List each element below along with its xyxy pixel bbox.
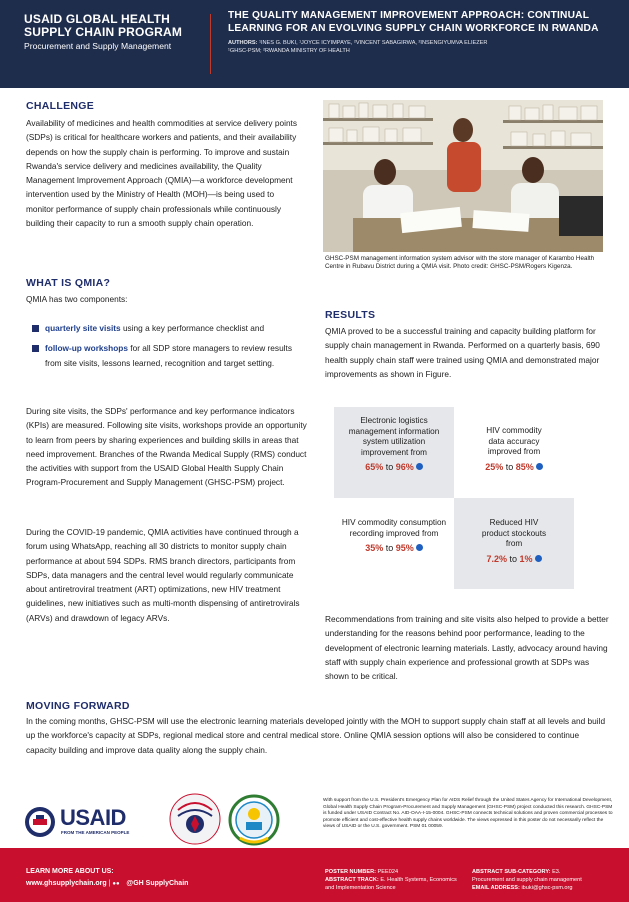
stat-from: 25%	[485, 461, 504, 472]
results-body: QMIA proved to be a successful training and capacity building platform for supply chain management in Rwanda. Performed on a quarterly basis, 690 health supply chain staff were trained using QMIA and demonstrated major improvements as shown in Figure.	[325, 326, 600, 379]
stat-from: 65%	[365, 462, 384, 472]
results-heading: RESULTS	[325, 309, 376, 321]
qmia-paragraph-2: During the COVID-19 pandemic, QMIA activities have continued through a forum using WhatsApp, reaching all 30 districts to monitor supply chain performance at about 594 SDPs. RMS branch directors, participants from SDPs, data managers and the central level would regularly communicate about antiretroviral treatment (ART) optimizations, new HIV treatment guidelines, new initiatives such as multi-month dispensing of antiretrovirals (ARVs) and drawdown of legacy ARVs.	[26, 527, 300, 623]
check-circle-icon	[416, 544, 423, 551]
qmia-components-list	[32, 321, 307, 376]
org-subtitle: Procurement and Supply Management	[24, 41, 172, 51]
moving-forward-body: In the coming months, GHSC-PSM will use the electronic learning materials developed jointly with the MOH to support supply chain staff at all levels and build up the workforce's capacity at SDPs, regional medical store and central medical store. Online QMIA session options will also be considered to continue capacity building and improve data quality along the supply chain.	[26, 716, 606, 755]
pepfar-emblem-icon	[168, 792, 223, 847]
authors-label: AUTHORS:	[228, 40, 258, 46]
org-name-line2: SUPPLY CHAIN PROGRAM	[24, 25, 183, 39]
email-label: EMAIL ADDRESS:	[472, 885, 520, 891]
check-circle-icon	[536, 463, 543, 470]
stat-value	[334, 462, 454, 472]
qmia-intro: QMIA has two components:	[26, 294, 128, 304]
photo-illustration	[323, 100, 603, 252]
authors-names: ¹INES G. BUKI, ¹JOYCE ICYIMPAYE, ²VINCENT SABAGIRWA, ²INSENGIYUMVA ELIEZER	[259, 40, 488, 46]
results-recommendations: Recommendations from training and site visits also helped to provide a better understanding for the reasons behind poor performance, leading to the development of electronic learning materials. Lastly, advocacy around having staff with supply chain experience and professional growth at SDPs was shown to be critical.	[325, 614, 609, 682]
stat-value	[334, 543, 454, 553]
authors	[228, 39, 613, 55]
bullet-text: using a key performance checklist and	[120, 323, 265, 333]
usaid-tagline: FROM THE AMERICAN PEOPLE	[61, 830, 130, 835]
check-circle-icon	[416, 463, 423, 470]
poster-header	[0, 0, 629, 88]
stat-from: 7.2%	[486, 553, 507, 564]
abstract-track: E. Health Systems, Economics and Implementation Science	[325, 877, 457, 891]
photo-caption: GHSC-PSM management information system advisor with the store manager of Karambo Health Centre in Rubavu District during a QMIA visit. Photo credit: GHSC-PSM/Rogers Kigenza.	[325, 255, 595, 271]
learn-more-label: LEARN MORE ABOUT US:	[26, 868, 114, 875]
pepfar-emblem	[168, 792, 223, 847]
stat-to-word: to	[509, 553, 517, 564]
bullet-text: for all SDP store managers to review results from site visits, lessons learned, recognition and target setting.	[45, 343, 292, 368]
footer-links	[26, 880, 188, 887]
poster-number-label: POSTER NUMBER:	[325, 869, 376, 875]
poster-title: THE QUALITY MANAGEMENT IMPROVEMENT APPROACH: CONTINUAL LEARNING FOR AN EVOLVING SUPPLY CHAIN WORKFORCE IN RWANDA	[228, 10, 599, 34]
usaid-logo	[24, 806, 154, 838]
poster-meta	[325, 868, 460, 892]
abstract-meta	[472, 868, 617, 892]
stat-label: HIV commodity consumption recording improved from	[341, 518, 447, 538]
stat-to-word: to	[385, 462, 394, 472]
check-circle-icon	[535, 555, 542, 562]
stat-hiv-data-accuracy	[454, 407, 574, 498]
authors-affiliations: ¹GHSC-PSM; ²RWANDA MINISTRY OF HEALTH	[228, 48, 350, 54]
link-separator: |	[108, 880, 111, 887]
poster-footer	[0, 848, 629, 902]
org-name-line1: USAID GLOBAL HEALTH	[24, 12, 171, 26]
website-link[interactable]: www.ghsupplychain.org	[26, 880, 107, 887]
site-visit-photo	[323, 100, 603, 252]
usaid-seal-icon	[24, 806, 56, 838]
stat-label: Electronic logistics management information system utilization improvement from	[348, 416, 440, 457]
stat-elmis-utilization	[334, 407, 454, 498]
rwanda-coat-of-arms	[228, 794, 280, 846]
funding-note: With support from the U.S. President's Emergency Plan for AIDS Relief through the United States Agency for International Development, Global Health Supply Chain Program-Procurement and Supply Management (GHSC-PSM) project conducted this research. GHSC-PSM is funded under USAID Contract No. AID-OAA-I-15-0004. GHSC-PSM connects technical solutions and proven commercial processes to promote efficient and cost-effective health supply chains worldwide. The views expressed in this poster do not necessarily reflect the views of USAID or the U.S. government. PSM 01 00059.	[323, 798, 613, 830]
abstract-track-label: ABSTRACT TRACK:	[325, 877, 379, 883]
stat-to: 1%	[519, 553, 533, 564]
header-divider	[210, 14, 211, 74]
subcategory-code: E3.	[552, 869, 561, 875]
stat-value	[454, 554, 574, 564]
bullet-square-icon	[32, 325, 39, 332]
challenge-heading: CHALLENGE	[26, 100, 95, 112]
challenge-body: Availability of medicines and health commodities at service delivery points (SDPs) is critical for healthcare workers and patients, and their availability depends on how the supply chain is performing. To improve and sustain Rwanda's service delivery and medicines availability, the Quality Management Improvement Approach (QMIA)—a workforce development intervention used by the Ministry of Health (MOH)—is being used to monitor performance of supply chain professionals while continuously building their capacity to run a smooth supply chain operation.	[26, 118, 298, 229]
list-item	[32, 321, 307, 335]
stat-to: 85%	[515, 461, 534, 472]
stat-to-word: to	[505, 461, 514, 472]
subcategory-label: ABSTRACT SUB-CATEGORY:	[472, 869, 551, 875]
stat-value	[454, 462, 574, 472]
subcategory: Procurement and supply chain management	[472, 877, 582, 883]
rwanda-seal-icon	[228, 794, 280, 846]
org-block	[24, 13, 199, 53]
email-link[interactable]: ibuki@ghsc-psm.org	[521, 885, 573, 891]
stat-hiv-stockouts	[454, 498, 574, 589]
bullet-highlight: quarterly site visits	[45, 323, 121, 333]
moving-forward-heading: MOVING FORWARD	[26, 700, 130, 712]
stat-to-word: to	[385, 543, 394, 553]
usaid-logo-text: USAID	[60, 805, 126, 830]
title-block	[228, 10, 613, 55]
stat-to: 96%	[395, 462, 414, 472]
stat-label: Reduced HIV product stockouts from	[481, 518, 547, 548]
stat-to: 95%	[395, 543, 414, 553]
bullet-square-icon	[32, 345, 39, 352]
bullet-highlight: follow-up workshops	[45, 343, 128, 354]
qmia-paragraph-1: During site visits, the SDPs' performance and key performance indicators (KPIs) are measured. Following site visits, workshops provide an opportunity to learn from peers by sharing experiences and building skills in areas that need improvement. Branches of the Rwanda Medical Supply (RMS) conduct the activities with support from the USAID Global Health Supply Chain Program-Procurement and Supply Management (GHSC-PSM) project.	[26, 406, 307, 488]
social-icons: ●●	[112, 881, 120, 887]
stat-from: 35%	[365, 543, 384, 553]
stat-label: HIV commodity data accuracy improved from	[486, 426, 542, 456]
social-handle-link[interactable]: @GH SupplyChain	[126, 880, 189, 887]
poster-number: PEE024	[377, 869, 399, 875]
list-item	[32, 341, 307, 370]
stat-hiv-consumption	[334, 498, 454, 589]
qmia-heading: WHAT IS QMIA?	[26, 277, 111, 289]
